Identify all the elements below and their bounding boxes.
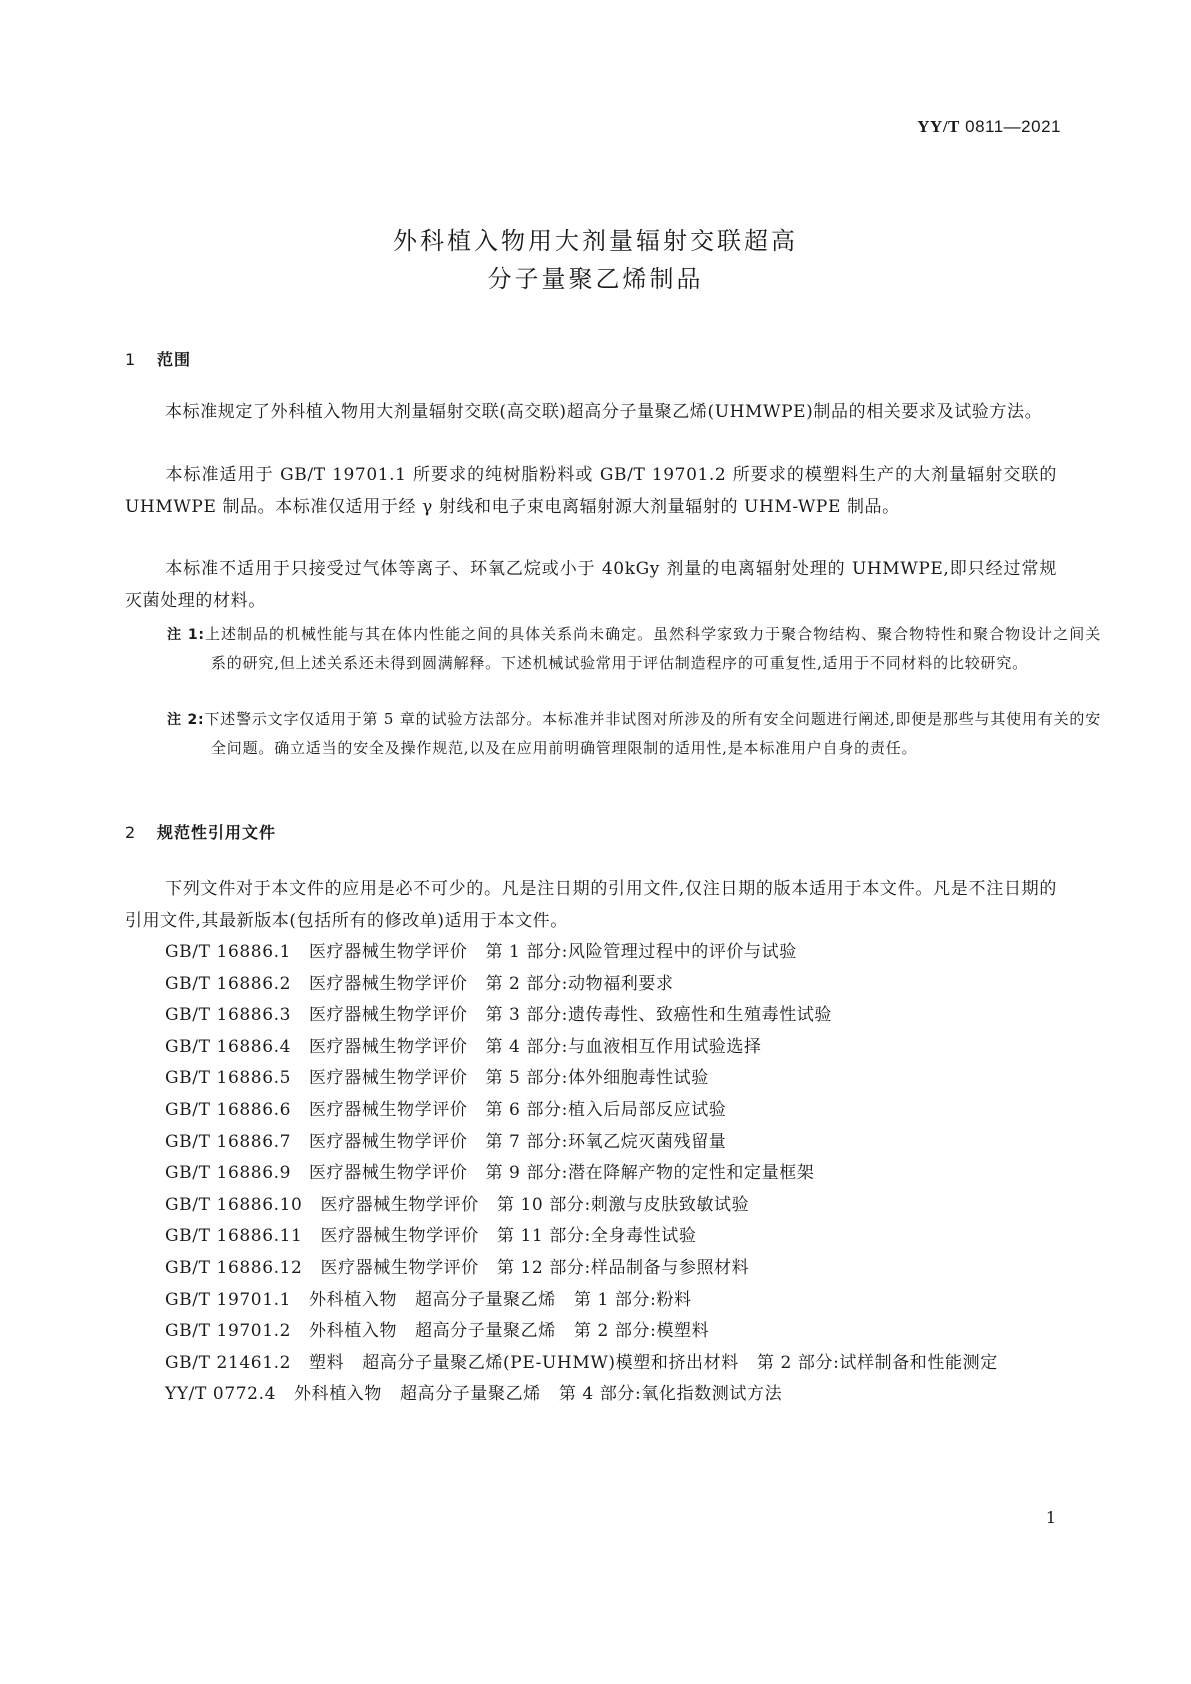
reference-item: GB/T 16886.2 医疗器械生物学评价 第 2 部分:动物福利要求: [165, 973, 674, 994]
section-2-heading: [125, 820, 276, 843]
reference-item: GB/T 16886.6 医疗器械生物学评价 第 6 部分:植入后局部反应试验: [165, 1099, 727, 1120]
document-title: [0, 222, 1191, 298]
note-label: 注 2:: [167, 712, 205, 728]
section-number: 1: [125, 350, 137, 369]
reference-item: GB/T 16886.4 医疗器械生物学评价 第 4 部分:与血液相互作用试验选择: [165, 1036, 762, 1057]
reference-item: GB/T 16886.12 医疗器械生物学评价 第 12 部分:样品制备与参照材料: [165, 1257, 750, 1278]
paragraph-text: 本标准适用于 GB/T 19701.1 所要求的纯树脂粉料或 GB/T 19701.2 所要求的模塑料生产的大剂量辐射交联的 UHMWPE 制品。本标准仅适用于经 γ 射线和电子束电离辐射源大剂量辐射的 UHM-WPE 制品。: [125, 465, 1057, 517]
reference-item: GB/T 16886.3 医疗器械生物学评价 第 3 部分:遗传毒性、致癌性和生殖毒性试验: [165, 1005, 833, 1026]
reference-item: GB/T 19701.2 外科植入物 超高分子量聚乙烯 第 2 部分:模塑料: [165, 1321, 710, 1342]
paragraph-text: 本标准规定了外科植入物用大剂量辐射交联(高交联)超高分子量聚乙烯(UHMWPE)制品的相关要求及试验方法。: [165, 402, 1043, 422]
reference-item: GB/T 16886.11 医疗器械生物学评价 第 11 部分:全身毒性试验: [165, 1226, 697, 1247]
reference-item: GB/T 16886.9 医疗器械生物学评价 第 9 部分:潜在降解产物的定性和定量框架: [165, 1163, 815, 1184]
reference-item: GB/T 16886.1 医疗器械生物学评价 第 1 部分:风险管理过程中的评价与试验: [165, 942, 797, 962]
paragraph-text: 本标准不适用于只接受过气体等离子、环氧乙烷或小于 40kGy 剂量的电离辐射处理的 UHMWPE,即只经过常规灭菌处理的材料。: [125, 559, 1057, 611]
paragraph: [125, 874, 1057, 937]
paragraph-text: 下列文件对于本文件的应用是必不可少的。凡是注日期的引用文件,仅注日期的版本适用于本文件。凡是不注日期的引用文件,其最新版本(包括所有的修改单)适用于本文件。: [125, 879, 1057, 931]
reference-item: YY/T 0772.4 外科植入物 超高分子量聚乙烯 第 4 部分:氧化指数测试方法: [165, 1384, 783, 1405]
section-number: 2: [125, 823, 137, 842]
paragraph: [125, 397, 1057, 429]
title-line-2: 分子量聚乙烯制品: [487, 265, 704, 293]
standard-code-number: 0811—2021: [965, 117, 1061, 136]
title-line-1: 外科植入物用大剂量辐射交联超高: [393, 227, 798, 255]
standard-code: [917, 117, 1061, 137]
note-2: [167, 705, 1101, 762]
note-1: [167, 620, 1101, 677]
paragraph: [125, 460, 1057, 523]
standard-code-prefix: YY/T: [917, 117, 960, 136]
section-title: 范围: [157, 350, 192, 369]
section-1-heading: [125, 347, 191, 370]
reference-item: GB/T 16886.5 医疗器械生物学评价 第 5 部分:体外细胞毒性试验: [165, 1068, 709, 1089]
reference-item: GB/T 16886.7 医疗器械生物学评价 第 7 部分:环氧乙烷灭菌残留量: [165, 1131, 727, 1152]
reference-item: GB/T 21461.2 塑料 超高分子量聚乙烯(PE-UHMW)模塑和挤出材料 第 2 部分:试样制备和性能测定: [165, 1352, 998, 1373]
reference-item: GB/T 19701.1 外科植入物 超高分子量聚乙烯 第 1 部分:粉料: [165, 1289, 692, 1310]
note-label: 注 1:: [167, 627, 205, 643]
paragraph: [125, 554, 1057, 617]
reference-item: GB/T 16886.10 医疗器械生物学评价 第 10 部分:刺激与皮肤致敏试验: [165, 1194, 750, 1215]
note-text: 下述警示文字仅适用于第 5 章的试验方法部分。本标准并非试图对所涉及的所有安全问题进行阐述,即便是那些与其使用有关的安全问题。确立适当的安全及操作规范,以及在应用前明确管理限制的适用性,是本标准用户自身的责任。: [204, 710, 1101, 757]
reference-list: [125, 937, 1057, 1411]
note-text: 上述制品的机械性能与其在体内性能之间的具体关系尚未确定。虽然科学家致力于聚合物结构、聚合物特性和聚合物设计之间关系的研究,但上述关系还未得到圆满解释。下述机械试验常用于评估制造程序的可重复性,适用于不同材料的比较研究。: [204, 625, 1101, 672]
page-number: 1: [1045, 1508, 1056, 1527]
section-title: 规范性引用文件: [157, 823, 277, 842]
